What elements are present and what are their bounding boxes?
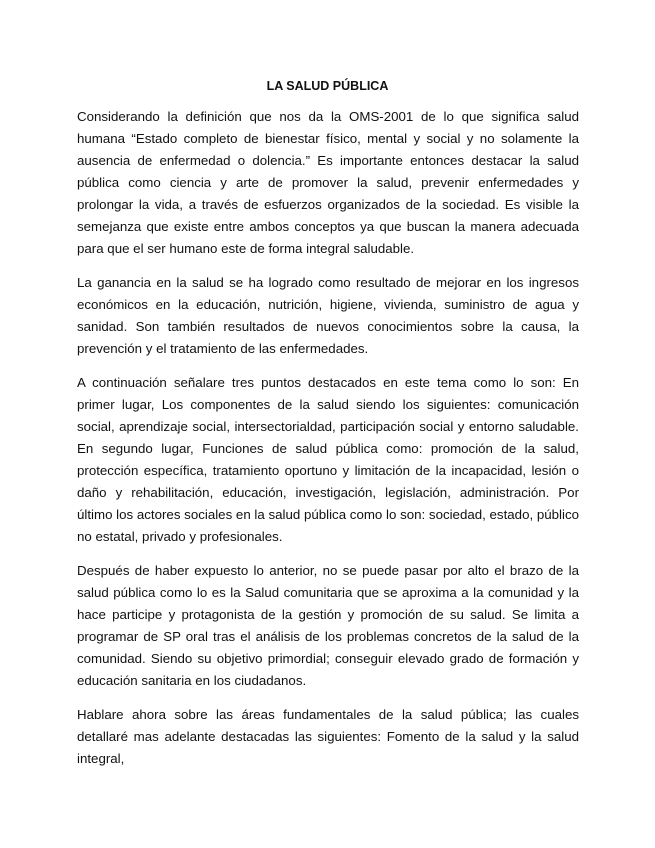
paragraph-5: Hablare ahora sobre las áreas fundamentales de la salud pública; las cuales detallaré mas adelante destacadas las siguientes: Fomento de la salud y la salud integral, — [77, 707, 579, 766]
paragraph-2: La ganancia en la salud se ha logrado como resultado de mejorar en los ingresos económicos en la educación, nutrición, higiene, vivienda, suministro de agua y sanidad. Son también resultados de nuevos conocimientos sobre la causa, la prevención y el tratamiento de las enfermedades. — [77, 275, 579, 356]
document-body — [77, 106, 579, 782]
paragraph-3: A continuación señalare tres puntos destacados en este tema como lo son: En primer lugar, Los componentes de la salud siendo los siguientes: comunicación social, aprendizaje social, intersectorialdad, participación social y entorno saludable. En segundo lugar, Funciones de salud pública como: promoción de la salud, protección específica, tratamiento oportuno y limitación de la incapacidad, lesión o daño y rehabilitación, educación, investigación, legislación, administración. Por último los actores sociales en la salud pública como lo son: sociedad, estado, público no estatal, privado y profesionales. — [77, 375, 579, 544]
paragraph-4: Después de haber expuesto lo anterior, no se puede pasar por alto el brazo de la salud pública como lo es la Salud comunitaria que se aproxima a la comunidad y la hace participe y protagonista de la gestión y promoción de su salud. Se limita a programar de SP oral tras el análisis de los problemas concretos de la salud de la comunidad. Siendo su objetivo primordial; conseguir elevado grado de formación y educación sanitaria en los ciudadanos. — [77, 563, 579, 688]
paragraph-1: Considerando la definición que nos da la OMS-2001 de lo que significa salud humana “Estado completo de bienestar físico, mental y social y no solamente la ausencia de enfermedad o dolencia.” Es importante entonces destacar la salud pública como ciencia y arte de promover la salud, prevenir enfermedades y prolongar la vida, a través de esfuerzos organizados de la sociedad. Es visible la semejanza que existe entre ambos conceptos ya que buscan la manera adecuada para que el ser humano este de forma integral saludable. — [77, 109, 579, 256]
page-title: LA SALUD PÚBLICA — [266, 79, 389, 93]
